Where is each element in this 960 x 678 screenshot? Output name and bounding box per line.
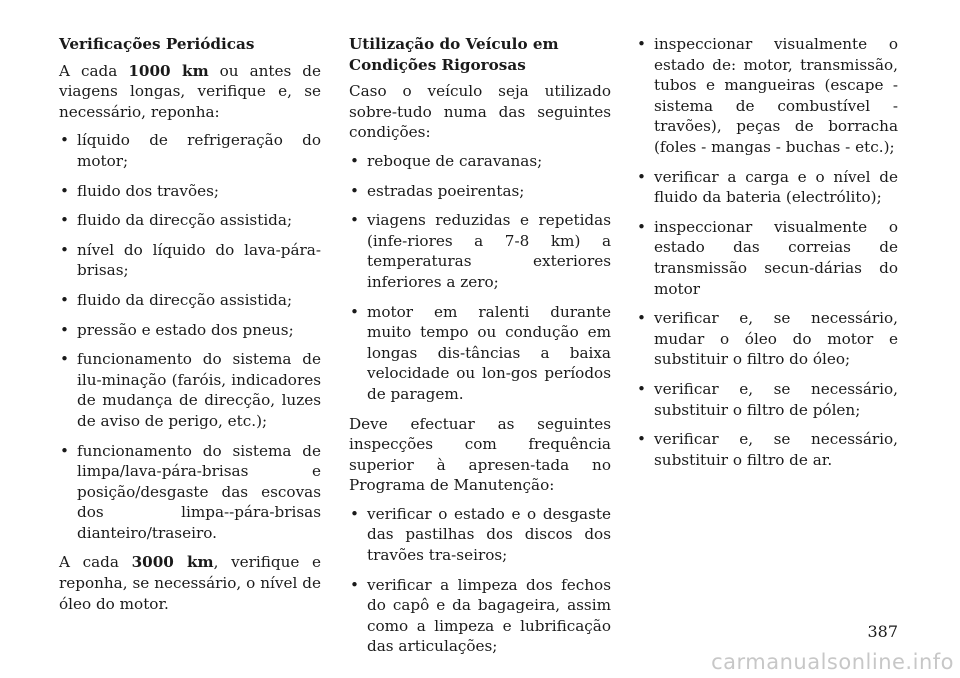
inspection-list-part1 [349,504,611,657]
intro-paragraph-1000km [59,61,321,123]
list-item: • verificar a limpeza dos fechos do capô e da bagageira, assim como a limpeza e lubrificação das articulações; [349,575,611,657]
column-severe-conditions [349,34,611,666]
section-heading-severe-conditions [349,34,611,75]
list-item: • verificar e, se necessário, substituir o filtro de pólen; [636,379,898,420]
intro-text-post: ou antes de viagens longas, verifique e, se necessário, reponha: [59,61,321,121]
section-heading-periodic-checks: Verificações Periódicas [59,35,255,53]
list-item: • reboque de caravanas; [349,151,611,172]
list-item: • viagens reduzidas e repetidas (infe-riores a 7-8 km) a temperaturas exteriores inferiores a zero; [349,210,611,292]
heading-line-2: Condições Rigorosas [349,55,526,74]
periodic-checks-list [59,130,321,543]
intro-text-pre: A cada [59,61,129,80]
list-item: • verificar a carga e o nível de fluido da bateria (electrólito); [636,167,898,208]
list-item: • líquido de refrigeração do motor; [59,130,321,171]
page-number: 387 [867,622,898,641]
outro-paragraph-3000km [59,552,321,614]
severe-intro-paragraph: Caso o veículo seja utilizado sobre-tudo numa das seguintes condições: [349,82,611,142]
list-item: • inspeccionar visualmente o estado de: motor, transmissão, tubos e mangueiras (escape - sistema de combustível - travões), peças de borracha (foles - mangas - buchas - etc.); [636,34,898,158]
severe-conditions-list [349,151,611,405]
list-item: • motor em ralenti durante muito tempo ou condução em longas dis-tâncias a baixa velocidade ou lon-gos períodos de paragem. [349,302,611,405]
list-item: • funcionamento do sistema de ilu-minação (faróis, indicadores de mudança de direcção, luzes de aviso de perigo, etc.); [59,349,321,431]
outro-text-pre: A cada [59,553,132,572]
column-inspection-continued [636,34,898,479]
column-periodic-checks [59,34,321,622]
list-item: • verificar o estado e o desgaste das pastilhas dos discos dos travões tra-seiros; [349,504,611,566]
list-item: • verificar e, se necessário, mudar o óleo do motor e substituir o filtro do óleo; [636,308,898,370]
list-item: • funcionamento do sistema de limpa/lava-pára-brisas e posição/desgaste das escovas dos limpa--pára-brisas dianteiro/traseiro. [59,441,321,544]
outro-text-post: , verifique e reponha, se necessário, o nível de óleo do motor. [59,553,322,613]
list-item: • inspeccionar visualmente o estado das correias de transmissão secun-dárias do motor [636,217,898,299]
inspection-list-part2 [636,34,898,470]
list-item: • pressão e estado dos pneus; [59,320,321,341]
list-item: • fluido da direcção assistida; [59,210,321,231]
watermark-text: carmanualsonline.info [711,650,954,674]
list-item: • fluido da direcção assistida; [59,290,321,311]
intro-distance-bold: 1000 km [128,61,209,80]
list-item: • fluido dos travões; [59,181,321,202]
inspection-intro-paragraph: Deve efectuar as seguintes inspecções com frequência superior à apresen-tada no Programa de Manutenção: [349,414,611,495]
list-item: • nível do líquido do lava-pára-brisas; [59,240,321,281]
list-item: • estradas poeirentas; [349,181,611,202]
heading-line-1: Utilização do Veículo em [349,35,559,53]
list-item: • verificar e, se necessário, substituir o filtro de ar. [636,429,898,470]
outro-distance-bold: 3000 km [131,553,214,572]
